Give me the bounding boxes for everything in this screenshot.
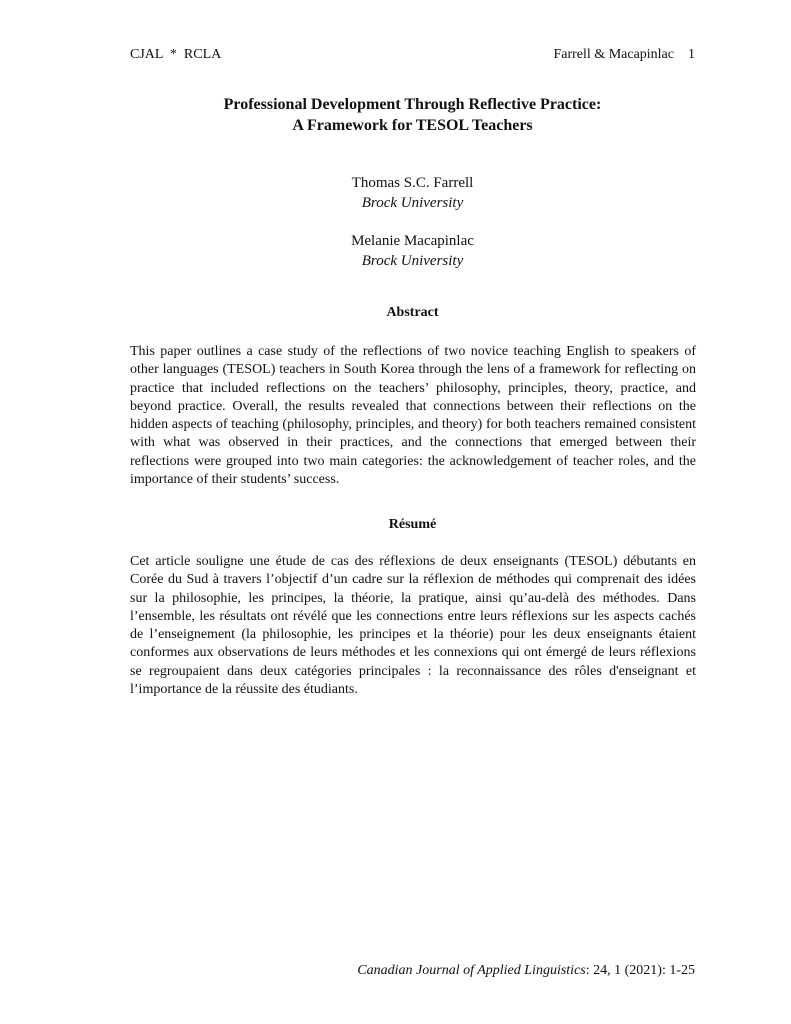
abstract-heading: Abstract: [386, 305, 439, 320]
author-name: Melanie Macapinlac: [351, 233, 474, 249]
paper-title: [130, 94, 695, 136]
title-line-1: Professional Development Through Reflective Practice:: [223, 96, 602, 113]
journal-abbreviation: CJAL * RCLA: [130, 47, 222, 62]
footer-citation: [357, 962, 695, 980]
author-affiliation: Brock University: [361, 253, 464, 269]
author-affiliation: Brock University: [361, 195, 464, 211]
journal-name: Canadian Journal of Applied Linguistics: [357, 963, 586, 978]
author-block-1: [130, 173, 695, 213]
resume-text: Cet article souligne une étude de cas des réflexions de deux enseignants (TESOL) débutants en Corée du Sud à travers l’objectif d’un cadre sur la réflexion de méthodes qui comprenait des idées sur la philosophie, les principes, la théorie, la pratique, ainsi qu’au-delà des méthodes. Dans l’ensemble, les résultats ont révélé que les connections entre leurs réflexions sur les aspects cachés de l’enseignement (la philosophie, les principes et la théorie) pour les deux enseignants étaient conformes aux observations de leurs méthodes et les connexions qui ont émergé de leurs réflexions se regroupaient dans deux catégories principales : la reconnaissance des rôles d'enseignant et l’importance de la réussite des étudiants.: [130, 554, 696, 698]
title-line-2: A Framework for TESOL Teachers: [292, 117, 533, 134]
authors-page-number: Farrell & Macapinlac 1: [553, 47, 695, 62]
author-block-2: [130, 231, 695, 271]
volume-issue-pages: : 24, 1 (2021): 1-25: [585, 963, 695, 978]
resume-heading: Résumé: [388, 517, 437, 532]
author-name: Thomas S.C. Farrell: [351, 175, 474, 191]
abstract-text: This paper outlines a case study of the reflections of two novice teaching English to speakers of other languages (TESOL) teachers in South Korea through the lens of a framework for reflecting on practice that included reflections on the teachers’ philosophy, principles, theory, practice, and beyond practice. Overall, the results revealed that connections between their reflections on the hidden aspects of teaching (philosophy, principles, and theory) for both teachers remained consistent with what was observed in their practices, and the connections that emerged between their reflections were grouped into two main categories: the acknowledgement of teacher roles, and the importance of their students’ success.: [130, 344, 696, 488]
